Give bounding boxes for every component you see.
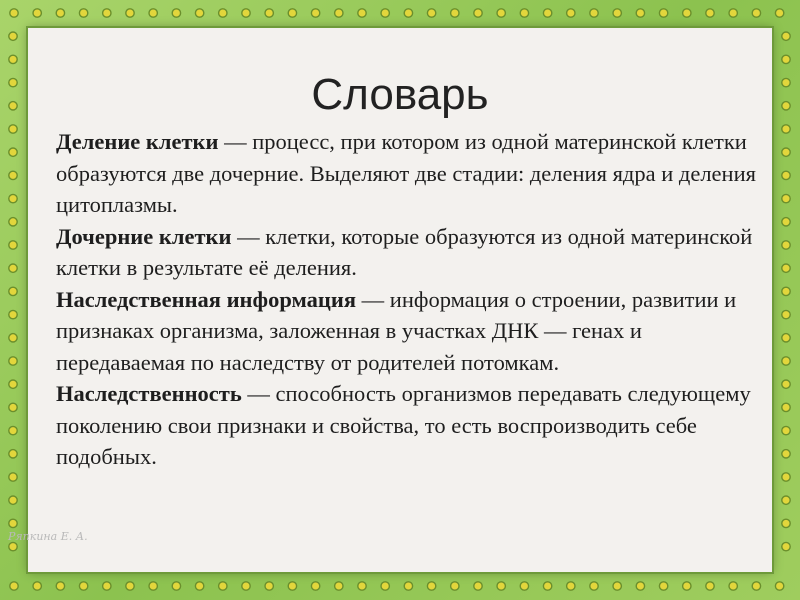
- frame-dot: [9, 148, 17, 156]
- frame-dot: [9, 241, 17, 249]
- frame-dot: [782, 310, 790, 318]
- frame-dot: [149, 582, 157, 590]
- frame-dot: [265, 9, 273, 17]
- frame-dot: [9, 78, 17, 86]
- frame-dot: [9, 125, 17, 133]
- frame-dot: [9, 334, 17, 342]
- frame-dot: [782, 450, 790, 458]
- frame-dot: [381, 582, 389, 590]
- frame-dot: [497, 582, 505, 590]
- frame-dot: [219, 582, 227, 590]
- frame-dot: [474, 582, 482, 590]
- frame-dot: [103, 582, 111, 590]
- frame-dot: [775, 582, 783, 590]
- frame-dot: [752, 582, 760, 590]
- frame-dot: [219, 9, 227, 17]
- frame-dot: [782, 287, 790, 295]
- slide-title: Словарь: [311, 70, 489, 119]
- frame-dot: [9, 55, 17, 63]
- glossary-entry: [56, 221, 756, 284]
- frame-dot: [782, 403, 790, 411]
- frame-dot: [683, 9, 691, 17]
- frame-dot: [782, 55, 790, 63]
- frame-dot: [9, 32, 17, 40]
- frame-dot: [427, 9, 435, 17]
- frame-dot: [613, 9, 621, 17]
- frame-dot: [567, 9, 575, 17]
- frame-dot: [782, 380, 790, 388]
- frame-dot: [9, 310, 17, 318]
- author-signature: Ряпкина Е. А.: [8, 530, 88, 543]
- frame-dot: [782, 194, 790, 202]
- frame-dot: [195, 582, 203, 590]
- frame-dot: [706, 9, 714, 17]
- frame-dot: [9, 426, 17, 434]
- frame-dot: [782, 148, 790, 156]
- frame-dot: [126, 9, 134, 17]
- frame-dot: [782, 125, 790, 133]
- frame-dot: [9, 218, 17, 226]
- frame-dot: [567, 582, 575, 590]
- frame-dot: [288, 9, 296, 17]
- frame-dot: [782, 171, 790, 179]
- frame-dot: [659, 9, 667, 17]
- frame-dot: [404, 582, 412, 590]
- frame-dot: [782, 357, 790, 365]
- frame-dot: [590, 582, 598, 590]
- frame-dot: [311, 582, 319, 590]
- frame-dot: [782, 102, 790, 110]
- frame-dot: [9, 171, 17, 179]
- glossary-term: Деление клетки: [56, 129, 219, 154]
- frame-dot: [474, 9, 482, 17]
- frame-dot: [9, 357, 17, 365]
- frame-dot: [782, 542, 790, 550]
- frame-dot: [659, 582, 667, 590]
- frame-dot: [782, 496, 790, 504]
- frame-dot: [782, 426, 790, 434]
- frame-dot: [9, 102, 17, 110]
- frame-dot: [9, 264, 17, 272]
- frame-dot: [729, 9, 737, 17]
- frame-dot: [9, 194, 17, 202]
- frame-dot: [775, 9, 783, 17]
- frame-dot: [404, 9, 412, 17]
- glossary-entry: [56, 378, 756, 473]
- glossary-definition: — способность организмов передавать следующему поколению свои признаки и свойства, то есть воспроизводить себе подобных.: [56, 381, 751, 469]
- glossary-definition: — клетки, которые образуются из одной материнской клетки в результате её деления.: [56, 223, 753, 280]
- frame-dot: [752, 9, 760, 17]
- glossary: [56, 126, 756, 473]
- frame-dot: [9, 473, 17, 481]
- frame-dot: [126, 582, 134, 590]
- glossary-term: Наследственность: [56, 381, 242, 406]
- frame-dot: [10, 9, 18, 17]
- frame-dot: [497, 9, 505, 17]
- frame-dot: [9, 403, 17, 411]
- frame-dot: [782, 473, 790, 481]
- frame-dot: [172, 9, 180, 17]
- frame-dot: [782, 334, 790, 342]
- frame-dot: [358, 9, 366, 17]
- frame-dot: [543, 9, 551, 17]
- frame-dot: [10, 582, 18, 590]
- frame-dot: [9, 542, 17, 550]
- slide-panel: [28, 28, 772, 572]
- frame-dot: [782, 78, 790, 86]
- frame-dot: [427, 582, 435, 590]
- glossary-definition: — информация о строении, развитии и признаках организма, заложенная в участках ДНК — генах и передаваемая по наследству от родителей потомкам.: [56, 286, 737, 375]
- frame-dot: [9, 450, 17, 458]
- frame-dot: [9, 496, 17, 504]
- frame-dot: [451, 582, 459, 590]
- frame-dot: [242, 582, 250, 590]
- frame-dot: [636, 9, 644, 17]
- frame-dot: [782, 241, 790, 249]
- frame-dot: [265, 582, 273, 590]
- glossary-definition: — процесс, при котором из одной материнской клетки образуются две дочерние. Выделяют две стадии: деления ядра и деления цитоплазмы.: [56, 129, 756, 217]
- frame-dot: [311, 9, 319, 17]
- frame-dot: [636, 582, 644, 590]
- frame-dot: [33, 582, 41, 590]
- frame-dot: [288, 582, 296, 590]
- frame-dot: [33, 9, 41, 17]
- frame-dot: [103, 9, 111, 17]
- frame-dot: [9, 519, 17, 527]
- frame-dot: [451, 9, 459, 17]
- frame-dot: [590, 9, 598, 17]
- glossary-entry: [56, 284, 756, 379]
- frame-dot: [79, 9, 87, 17]
- glossary-term: Наследственная информация: [56, 286, 357, 312]
- frame-dot: [9, 380, 17, 388]
- frame-dot: [172, 582, 180, 590]
- glossary-entry: [56, 126, 756, 221]
- frame-dot: [782, 32, 790, 40]
- frame-dot: [683, 582, 691, 590]
- frame-dot: [242, 9, 250, 17]
- frame-dot: [56, 9, 64, 17]
- frame-dot: [358, 582, 366, 590]
- frame-dot: [149, 9, 157, 17]
- frame-dot: [613, 582, 621, 590]
- frame-dot: [195, 9, 203, 17]
- frame-dot: [520, 9, 528, 17]
- frame-dot: [782, 218, 790, 226]
- frame-dot: [381, 9, 389, 17]
- frame-dot: [782, 264, 790, 272]
- frame-dot: [729, 582, 737, 590]
- frame-dot: [79, 582, 87, 590]
- frame-dot: [782, 519, 790, 527]
- frame-dot: [9, 287, 17, 295]
- frame-dot: [520, 582, 528, 590]
- frame-dot: [335, 582, 343, 590]
- frame-dot: [56, 582, 64, 590]
- frame-dot: [335, 9, 343, 17]
- glossary-term: Дочерние клетки: [56, 223, 232, 249]
- frame-dot: [543, 582, 551, 590]
- frame-dot: [706, 582, 714, 590]
